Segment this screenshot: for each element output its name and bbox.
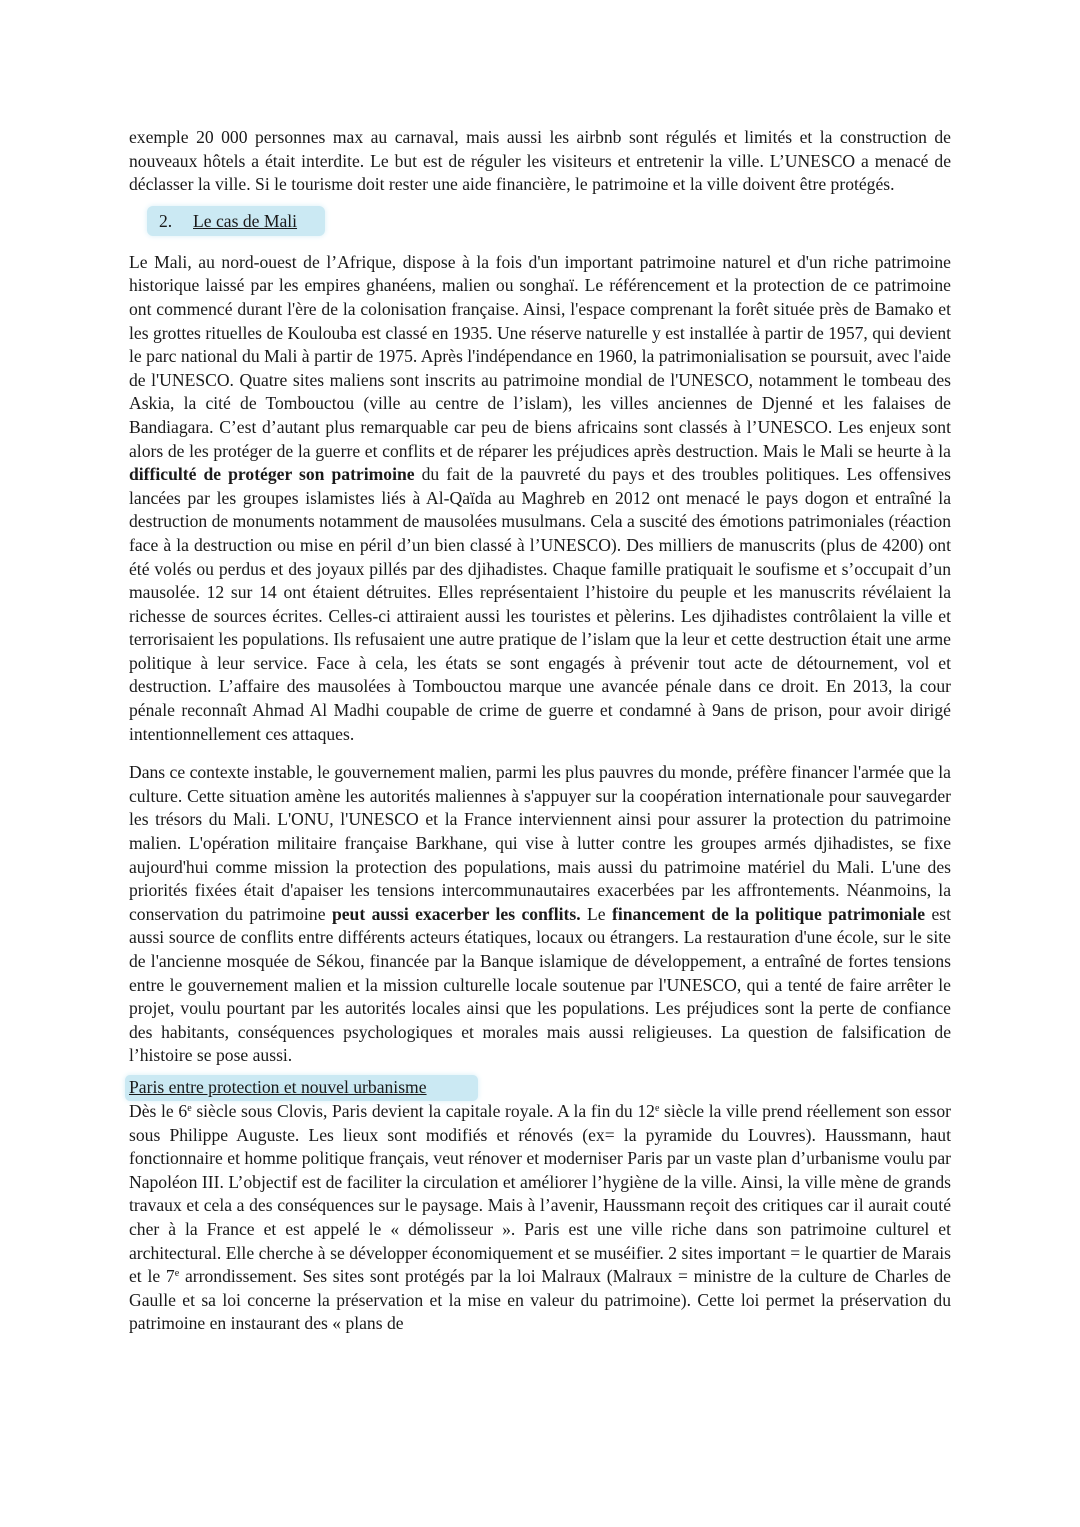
section-title: Paris entre protection et nouvel urbanisme xyxy=(129,1076,427,1097)
section-number: 2. xyxy=(159,210,173,231)
paragraph-venice-end: exemple 20 000 personnes max au carnaval, mais aussi les airbnb sont régulés et limités et la construction de nouveaux hôtels a était interdite. Le but est de réguler les visiteurs et entretenir la ville. L’UNESCO a menacé de déclasser la ville. Si le tourisme doit rester une aide financière, le patrimoine et la ville doivent être protégés. xyxy=(129,127,951,195)
bold-text: peut aussi exacerber les conflits. xyxy=(331,903,581,924)
section-title: Le cas de Mali xyxy=(193,210,298,231)
document-page xyxy=(129,126,951,1336)
paragraph-mali-heritage: Le Mali, au nord-ouest de l’Afrique, dispose à la fois d'un important patrimoine naturel et d'un riche patrimoine historique laissé par les empires ghanéens, malien ou songhaï. Le référencement et la protection de ce patrimoine ont commencé durant l'ère de la colonisation française. Ainsi, l'espace comprenant la forêt située près de Bamako et les grottes rituelles de Koulouba est classé en 1935. Une réserve naturelle y est installée à partir de 1957, qui devient le parc national du Mali à partir de 1975. Après l'indépendance en 1960, la patrimonialisation se poursuit, avec l'aide de l'UNESCO. Quatre sites maliens sont inscrits au patrimoine mondial de l'UNESCO, notamment le tombeau des Askia, la cité de Tombouctou (ville au centre de l’islam), les villes anciennes de Djenné et les falaises de Bandiagara. C’est d’autant plus remarquable car peu de biens africains sont classés à l’UNESCO. Les enjeux sont alors de les protéger de la guerre et conflits et de réparer les préjudices après destruction. Mais le Mali se heurte à la difficulté de protéger son patrimoine du fait de la pauvreté du pays et des troubles politiques. Les offensives lancées par les groupes islamistes liés à Al-Qaïda au Maghreb en 2012 ont menacé le pays dogon et entraîné la destruction de monuments notamment de mausolées musulmans. Cela a suscité des émotions patrimoniales (réaction face à la destruction ou mise en péril d’un bien classé à l’UNESCO). Des milliers de manuscrits (plus de 4200) ont été volés ou perdus et des joyaux pillés par des djihadistes. Chaque famille pratiquait le soufisme et s’occupait d’un mausolée. 12 sur 14 ont étaient détruites. Elles représentaient l’histoire du peuple et les manuscrits révélaient la richesse de sources écrites. Celles-ci attiraient aussi les touristes et pèlerins. Les djihadistes contrôlaient la ville et terrorisaient les populations. Ils refusaient une autre pratique de l’islam que la leur et cette destruction était une arme politique à leur service. Face à cela, les états se sont engagés à prévenir tout acte de détournement, vol et destruction. L’affaire des mausolées à Tombouctou marque une avancée pénale dans ce droit. En 2013, la cour pénale reconnaît Ahmad Al Madhi coupable de crime de guerre et condamné à 9ans de prison, pour avoir dirigé intentionnellement ces attaques. xyxy=(129,251,951,744)
bold-text: difficulté de protéger son patrimoine xyxy=(129,464,415,485)
paragraph-mali-context: Dans ce contexte instable, le gouvernement malien, parmi les plus pauvres du monde, préfère financer l'armée que la culture. Cette situation amène les autorités maliennes à s'appuyer sur la coopération internationale pour sauvegarder les trésors du Mali. L'ONU, l'UNESCO et la France interviennent ainsi pour assurer la protection du patrimoine malien. L'opération militaire française Barkhane, qui vise à lutter contre les groupes armés djihadistes, se fixe aujourd'hui comme mission la protection des populations, mais aussi du patrimoine matériel du Mali. L'une des priorités fixées était d'apaiser les tensions intercommunautaires exacerbées par les affrontements. Néanmoins, la conservation du patrimoine peut aussi exacerber les conflits. Le financement de la politique patrimoniale est aussi source de conflits entre différents acteurs étatiques, locaux ou étrangers. La restauration d'une école, sur le site de l'ancienne mosquée de Sékou, financée par la Banque islamique de développement, a entraîné de fortes tensions entre le gouvernement malien et la mission culturelle locale soutenue par l'UNESCO, qui a tenté de faire arrêter le projet, voulu pourtant par les autorités locales ainsi que les populations. Les préjudices sont la perte de confiance des habitants, conséquences psychologiques et morales mais aussi religieuses. La question de falsification de l’histoire se pose aussi. xyxy=(129,762,951,1066)
section-heading-paris xyxy=(129,1076,951,1100)
bold-text: financement de la politique patrimoniale xyxy=(612,903,926,924)
paragraph-paris: Dès le 6e siècle sous Clovis, Paris devient la capitale royale. A la fin du 12e siècle la ville prend réellement son essor sous Philippe Auguste. Les lieux sont modifiés et rénovés (ex= la pyramide du Louvres). Haussmann, haut fonctionnaire et homme politique français, veut rénover et moderniser Paris par un vaste plan d’urbanisme voulu par Napoléon III. L’objectif est de faciliter la circulation et améliorer l’hygiène de la ville. Ainsi, la ville mène de grands travaux et cela a des conséquences sur le paysage. Mais à l’avenir, Haussmann reçoit des critiques car il aurait couté cher à la France et est appelé le « démolisseur ». Paris est une ville riche dans son patrimoine culturel et architectural. Elle cherche à se développer économiquement et se muséifier. 2 sites important = le quartier de Marais et le 7e arrondissement. Ses sites sont protégés par la loi Malraux (Malraux = ministre de la culture de Charles de Gaulle et sa loi concerne la préservation et la mise en valeur du patrimoine). Cette loi permet la préservation du patrimoine en instaurant des « plans de xyxy=(129,1100,951,1334)
section-heading-mali xyxy=(147,208,951,235)
